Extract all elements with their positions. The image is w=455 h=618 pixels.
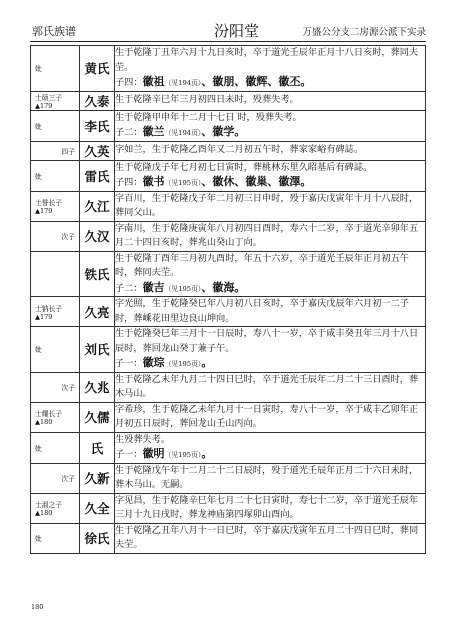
table-row [31,327,426,373]
person-name: 氏 [80,432,115,463]
biography-text: 字光照，生于乾隆癸巳年八月初八日亥时，卒于嘉庆戊辰年六月初一二子时，葬嵊花田里边良山坤向。 [115,298,409,324]
table-row [31,402,426,432]
relation-label: 士钠长子 [35,304,63,313]
table-row [31,493,426,523]
child-page-ref: （见195页） [164,451,202,459]
relation-cell [31,402,80,432]
children-names-rest: 、徽休、徽巢、徽澤。 [201,175,312,188]
genealogy-table [30,45,426,554]
relation-label: 妣 [35,444,42,453]
children-line [115,447,425,463]
person-name: 久新 [80,463,115,493]
relation-cell [31,523,80,553]
table-row [31,463,426,493]
children-names-rest: 。 [201,356,213,369]
relation-label: 妣 [35,172,42,181]
table-row [31,372,426,402]
person-name: 黄氏 [80,46,115,92]
table-row [31,251,426,297]
biography-text: 生殁葬失考。 [115,433,171,445]
person-name: 久兆 [80,372,115,402]
child-page-ref: （见195页） [164,360,202,368]
relation-page-ref: ▲180 [35,418,53,426]
relation-page-ref: ▲180 [35,509,53,517]
biography-text: 生于乾隆丁酉年三月初九酉时，年五十六岁，卒于道光壬辰年正月初五午时，葬同夫茔。 [115,252,409,278]
biography-text: 生于乾隆戊午年十二月二十二日辰时，殁于道光壬辰年正月二十六日未时，葬木马山。无嗣。 [115,464,419,490]
biography-cell [115,402,426,432]
child-page-ref: （见194页） [164,79,202,87]
table-row [31,297,426,327]
biography-cell [115,251,426,297]
relation-cell [31,372,80,402]
biography-text: 字百川，生于乾隆戊子年二月初三日申时，殁于嘉庆戊寅年十月十八辰时，葬同父山。 [115,192,419,218]
children-line [115,175,425,191]
relation-cell [31,46,80,92]
person-name: 久全 [80,493,115,523]
children-count-label: 子二： [115,282,143,294]
relation-label: 妣 [35,535,42,543]
child-page-ref: （见195页） [164,179,202,187]
table-row [31,110,426,141]
relation-cell [31,493,80,523]
relation-cell [31,432,80,463]
biography-text: 生于乾隆戊子年七月初七日寅时，葬桃林东里久昭基后有碑誌。 [115,161,373,173]
table-row [31,46,426,92]
table-row [31,141,426,160]
biography-cell [115,297,426,327]
biography-text: 生于乾隆乙丑年八月十一日巳时，卒于嘉庆戊寅年五月二十四日巳时，葬同夫茔。 [115,524,419,550]
relation-cell [31,463,80,493]
biography-text: 生于乾隆丁丑年六月十九日亥时，卒于道光壬辰年正月十八日亥时，葬同夫茔。 [115,47,419,73]
person-name: 久亮 [80,297,115,327]
biography-cell [115,91,426,110]
relation-cell [31,110,80,141]
relation-cell [31,221,80,251]
biography-cell [115,523,426,553]
biography-cell [115,160,426,191]
children-names-rest: 、徽朋、徽辉、徽丕。 [201,75,312,88]
child-name: 徽吉 [142,280,165,294]
child-name: 徽书 [142,175,165,188]
biography-text: 字希珍，生于乾隆乙未年九月十一日寅时，寿八十一岁，卒于咸丰乙卯年正月初五日辰时，葬回龙山壬山丙向。 [115,403,419,429]
relation-cell [31,160,80,191]
children-line [115,75,425,91]
page-number: 180 [31,603,44,611]
relation-label: 士耀长子 [35,410,63,418]
biography-cell [115,327,426,373]
children-line [115,125,425,141]
relation-label: 四子 [61,147,75,156]
person-name: 久泰 [80,91,115,110]
relation-cell [31,327,80,373]
children-names-rest: 。 [201,447,213,460]
biography-cell [115,221,426,251]
person-name: 刘氏 [80,327,115,373]
table-row [31,91,426,110]
relation-page-ref: ▲179 [35,101,53,110]
biography-cell [115,191,426,221]
children-names-rest: 、徽学。 [201,125,246,138]
person-name: 徐氏 [80,523,115,553]
relation-label: 妣 [35,65,42,74]
child-name: 徽祖 [142,75,165,88]
child-name: 徽明 [142,447,165,460]
biography-cell [115,463,426,493]
biography-text: 生于乾隆甲申年十二月十七日 时，殁葬失考。 [115,111,302,123]
child-name: 徽琮 [142,356,165,369]
children-line [115,356,425,372]
relation-cell [31,191,80,221]
relation-cell [31,91,80,110]
biography-cell [115,110,426,141]
children-count-label: 子一： [115,449,143,460]
children-count-label: 子四： [115,77,143,88]
relation-page-ref: ▲179 [35,207,53,215]
header-genealogy-title: 郭氏族谱 [32,25,76,38]
table-row [31,160,426,191]
person-name: 久英 [80,141,115,160]
relation-cell [31,297,80,327]
children-line [115,281,425,297]
person-name: 久汉 [80,221,115,251]
relation-cell [31,251,80,297]
person-name: 久儒 [80,402,115,432]
biography-text: 生于乾隆癸巳年三月十一日辰时，寿八十一岁，卒于咸丰癸丑年三月十八日辰时，葬回龙山癸丁兼子午。 [115,328,419,354]
biography-cell [115,493,426,523]
children-names-rest: 、徽海。 [201,280,246,294]
table-row [31,432,426,463]
biography-text: 字见昌，生于乾隆辛巳年七月二十七日寅时，寿七十二岁，卒于道光壬辰年三月十九日戌时，葬龙神庙第四塚卯山酉向。 [115,494,419,520]
children-count-label: 子四： [115,177,143,188]
relation-label: 妣 [35,346,42,355]
child-name: 徽兰 [142,125,165,138]
person-name: 雷氏 [80,160,115,191]
person-name: 久江 [80,191,115,221]
relation-label: 次子 [61,233,75,241]
child-page-ref: （见194页） [164,129,202,137]
biography-text: 字如兰，生于乾隆乙酉年又二月初五午时，葬家家峪有碑誌。 [115,144,364,156]
biography-cell [115,141,426,160]
relation-page-ref: ▲179 [35,312,53,321]
person-name: 李氏 [80,110,115,141]
table-row [31,191,426,221]
child-page-ref: （见195页） [164,284,202,293]
biography-text: 字南川，生于乾隆庚寅年八月初四日酉时，寿六十二岁，卒于道光辛卯年五月二十四日亥时，葬兆山癸山丁向。 [115,222,419,248]
relation-label: 士硕三子 [35,93,63,102]
table-row [31,221,426,251]
header-branch-record: 万盛公分支二房源公派下实录 [302,27,426,38]
header-rule [30,41,426,42]
page-header [30,19,426,41]
children-count-label: 子一： [115,358,143,369]
relation-label: 妣 [35,122,42,131]
table-row [31,523,426,553]
biography-cell [115,432,426,463]
biography-text: 生于乾隆辛巳年三月初四日未时，殁葬失考。 [115,94,299,106]
relation-label: 次子 [61,475,75,483]
relation-cell [31,141,80,160]
biography-text: 生于乾隆乙未年九月二十四日巳时，卒于道光壬辰年二月二十三日酉时，葬木马山。 [115,373,419,399]
biography-cell [115,46,426,92]
biography-cell [115,372,426,402]
header-hall-name: 汾阳堂 [214,22,260,40]
relation-label: 士淑之子 [35,501,63,509]
relation-label: 士誉长子 [35,199,63,207]
person-name: 铁氏 [80,251,115,297]
children-count-label: 子二： [115,127,143,138]
relation-label: 次子 [61,384,75,392]
